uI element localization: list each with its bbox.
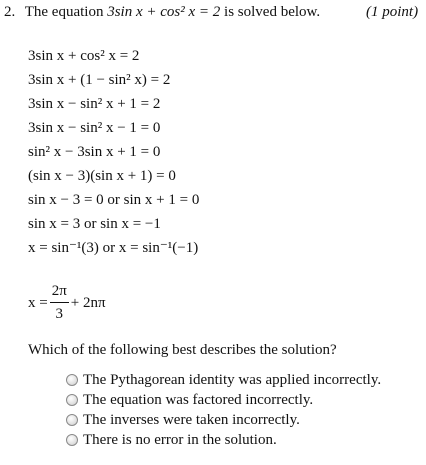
- choices-prompt: Which of the following best describes the solution?: [28, 342, 337, 358]
- answer-choice-label[interactable]: The inverses were taken incorrectly.: [83, 411, 300, 428]
- final-solution-step: [28, 280, 106, 326]
- radio-button[interactable]: [66, 434, 78, 446]
- question-equation: 3sin x + cos² x = 2: [107, 4, 221, 20]
- solution-step: 3sin x + (1 − sin² x) = 2: [28, 72, 171, 88]
- solution-step: sin x = 3 or sin x = −1: [28, 216, 161, 232]
- solution-step: (sin x − 3)(sin x + 1) = 0: [28, 168, 176, 184]
- radio-button[interactable]: [66, 394, 78, 406]
- radio-button[interactable]: [66, 414, 78, 426]
- answer-choice[interactable]: [66, 390, 381, 410]
- answer-choice-label[interactable]: The Pythagorean identity was applied incorrectly.: [83, 371, 382, 388]
- question-prompt-before: The equation: [24, 4, 104, 20]
- question-header: [4, 4, 419, 21]
- question-prompt-after: is solved below.: [224, 4, 321, 20]
- final-step-lhs: x =: [28, 294, 48, 311]
- question-points: (1 point): [366, 4, 419, 20]
- answer-choice[interactable]: [66, 430, 381, 450]
- answer-choice[interactable]: [66, 410, 381, 430]
- question-number: 2.: [4, 4, 16, 20]
- solution-step: sin x − 3 = 0 or sin x + 1 = 0: [28, 192, 200, 208]
- radio-button[interactable]: [66, 374, 78, 386]
- final-step-tail: + 2nπ: [70, 294, 106, 311]
- answer-choice[interactable]: [66, 370, 381, 390]
- answer-choices: [66, 370, 381, 450]
- solution-step: x = sin⁻¹(3) or x = sin⁻¹(−1): [28, 240, 199, 256]
- solution-steps: [28, 44, 199, 260]
- fraction: [50, 283, 69, 323]
- solution-step: 3sin x − sin² x − 1 = 0: [28, 120, 161, 136]
- fraction-denominator: 3: [55, 306, 63, 322]
- solution-step: 3sin x − sin² x + 1 = 2: [28, 96, 161, 112]
- answer-choice-label[interactable]: The equation was factored incorrectly.: [83, 391, 314, 408]
- solution-step: sin² x − 3sin x + 1 = 0: [28, 144, 161, 160]
- solution-step: 3sin x + cos² x = 2: [28, 48, 140, 64]
- fraction-numerator: 2π: [50, 283, 69, 303]
- answer-choice-label[interactable]: There is no error in the solution.: [83, 431, 277, 448]
